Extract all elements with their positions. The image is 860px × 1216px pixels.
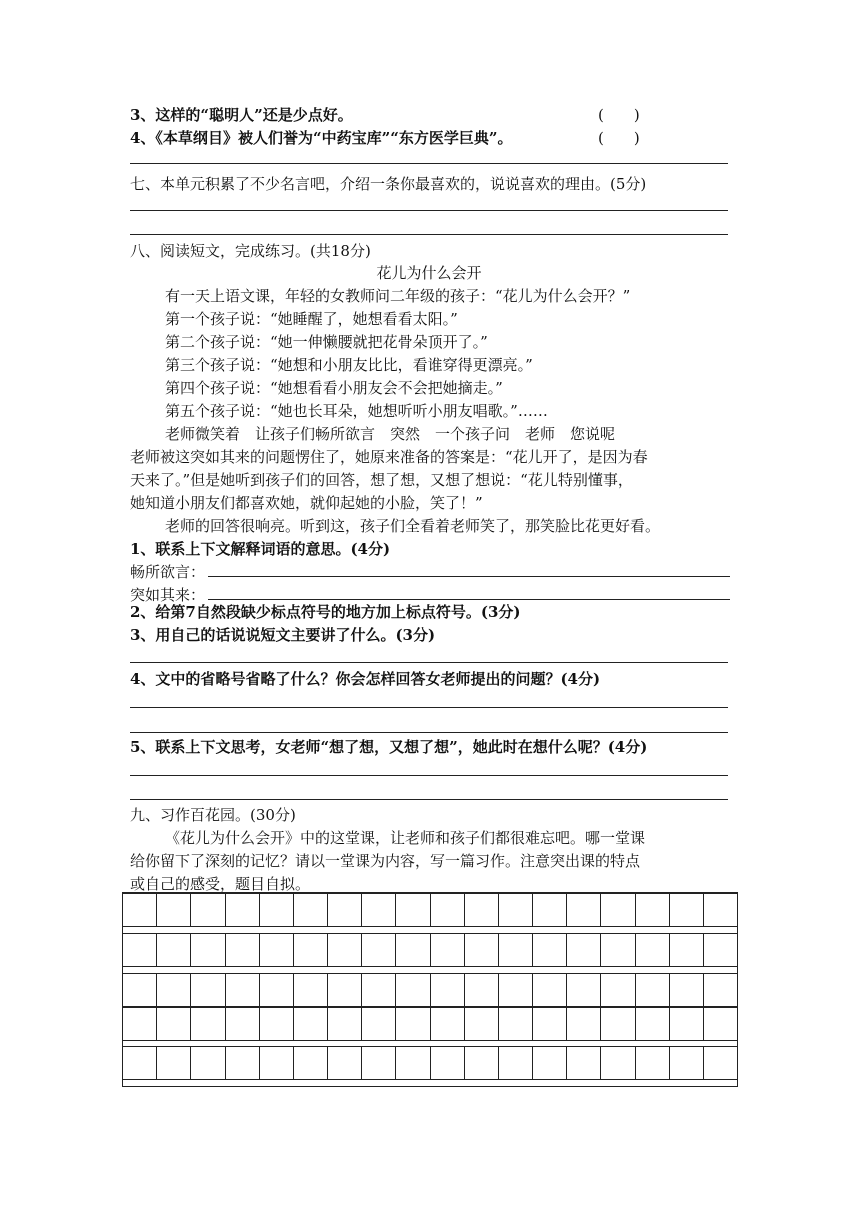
passage-paragraph-8-line: 她知道小朋友们都喜欢她，就仰起她的小脸，笑了！” xyxy=(130,494,483,512)
grid-cell[interactable] xyxy=(396,973,430,1007)
q6-item-4: 4、《本草纲目》被人们誉为“中药宝库”“东方医学巨典”。 xyxy=(130,129,513,147)
grid-cell[interactable] xyxy=(636,893,670,927)
grid-cell[interactable] xyxy=(191,1046,225,1080)
grid-cell[interactable] xyxy=(499,1007,533,1041)
q9-instructions: 或自己的感受，题目自拟。 xyxy=(130,875,311,893)
passage-title: 花儿为什么会开 xyxy=(376,264,482,282)
grid-cell[interactable] xyxy=(328,1046,362,1080)
word-label-2: 突如其来： xyxy=(130,586,206,604)
grid-cell[interactable] xyxy=(567,933,601,967)
sub-question-5: 5、联系上下文思考，女老师“想了想，又想了想”，她此时在想什么呢？(4分) xyxy=(130,738,648,756)
answer-line[interactable] xyxy=(130,234,728,235)
grid-cell[interactable] xyxy=(157,1046,191,1080)
grid-cell[interactable] xyxy=(260,1007,294,1041)
word-label-1: 畅所欲言： xyxy=(130,563,206,581)
answer-line[interactable] xyxy=(208,599,730,600)
grid-cell[interactable] xyxy=(396,1007,430,1041)
grid-cell[interactable] xyxy=(157,973,191,1007)
grid-cell[interactable] xyxy=(704,1007,737,1041)
grid-cell[interactable] xyxy=(533,1007,567,1041)
grid-cell[interactable] xyxy=(601,973,635,1007)
grid-cell[interactable] xyxy=(465,893,499,927)
grid-cell[interactable] xyxy=(123,893,157,927)
grid-cell[interactable] xyxy=(431,933,465,967)
grid-cell[interactable] xyxy=(294,933,328,967)
grid-cell[interactable] xyxy=(260,933,294,967)
grid-cell[interactable] xyxy=(704,1046,737,1080)
q9-instructions: 给你留下了深刻的记忆？请以一堂课为内容，写一篇习作。注意突出课的特点 xyxy=(130,852,641,870)
passage-paragraph: 有一天上语文课，年轻的女教师问二年级的孩子：“花儿为什么会开？” xyxy=(165,287,631,305)
grid-cell[interactable] xyxy=(567,973,601,1007)
grid-cell[interactable] xyxy=(499,1046,533,1080)
passage-paragraph: 第五个孩子说：“她也长耳朵，她想听听小朋友唱歌。”…… xyxy=(165,402,548,420)
q9-heading: 九、习作百花园。(30分) xyxy=(130,806,296,824)
grid-cell[interactable] xyxy=(567,893,601,927)
grid-cell[interactable] xyxy=(294,973,328,1007)
grid-cell[interactable] xyxy=(465,1007,499,1041)
grid-cell[interactable] xyxy=(396,1046,430,1080)
grid-cell[interactable] xyxy=(636,1046,670,1080)
q8-heading: 八、阅读短文，完成练习。(共18分) xyxy=(130,242,371,260)
grid-cell[interactable] xyxy=(226,893,260,927)
grid-cell[interactable] xyxy=(260,893,294,927)
grid-cell[interactable] xyxy=(670,1046,704,1080)
grid-cell[interactable] xyxy=(294,1046,328,1080)
passage-paragraph-8-line: 老师被这突如其来的问题愣住了，她原来准备的答案是：“花儿开了，是因为春 xyxy=(130,448,648,466)
grid-cell[interactable] xyxy=(465,1046,499,1080)
grid-cell[interactable] xyxy=(465,973,499,1007)
sub-question-4: 4、文中的省略号省略了什么？你会怎样回答女老师提出的问题？(4分) xyxy=(130,670,601,688)
answer-line[interactable] xyxy=(130,707,728,708)
writing-grid[interactable] xyxy=(122,892,738,1087)
q7-question: 七、本单元积累了不少名言吧，介绍一条你最喜欢的，说说喜欢的理由。(5分) xyxy=(130,175,647,193)
grid-cell[interactable] xyxy=(396,933,430,967)
grid-cell[interactable] xyxy=(499,973,533,1007)
grid-cell[interactable] xyxy=(601,893,635,927)
grid-cell[interactable] xyxy=(226,933,260,967)
grid-cell[interactable] xyxy=(636,933,670,967)
grid-cell[interactable] xyxy=(636,973,670,1007)
grid-cell[interactable] xyxy=(601,1007,635,1041)
grid-cell[interactable] xyxy=(294,1007,328,1041)
grid-cell[interactable] xyxy=(704,973,737,1007)
grid-cell[interactable] xyxy=(328,933,362,967)
grid-cell[interactable] xyxy=(191,893,225,927)
sub-question-1: 1、联系上下文解释词语的意思。(4分) xyxy=(130,540,391,558)
sub-question-3: 3、用自己的话说说短文主要讲了什么。(3分) xyxy=(130,626,436,644)
grid-cell[interactable] xyxy=(636,1007,670,1041)
answer-line[interactable] xyxy=(130,799,728,800)
answer-line[interactable] xyxy=(130,210,728,211)
grid-cell[interactable] xyxy=(157,933,191,967)
grid-cell[interactable] xyxy=(465,933,499,967)
answer-paren-3[interactable]: ( ) xyxy=(598,106,640,124)
divider-line xyxy=(130,163,728,164)
passage-paragraph: 第一个孩子说：“她睡醒了，她想看看太阳。” xyxy=(165,310,458,328)
grid-cell[interactable] xyxy=(362,1007,396,1041)
grid-cell[interactable] xyxy=(226,973,260,1007)
grid-cell[interactable] xyxy=(260,1046,294,1080)
grid-cell[interactable] xyxy=(294,893,328,927)
grid-cell[interactable] xyxy=(362,973,396,1007)
grid-cell[interactable] xyxy=(191,933,225,967)
grid-cell[interactable] xyxy=(670,1007,704,1041)
q6-item-3: 3、这样的“聪明人”还是少点好。 xyxy=(130,106,353,124)
grid-cell[interactable] xyxy=(533,1046,567,1080)
sub-question-2: 2、给第7自然段缺少标点符号的地方加上标点符号。(3分) xyxy=(130,603,521,621)
grid-row[interactable] xyxy=(123,893,737,927)
grid-cell[interactable] xyxy=(431,1007,465,1041)
grid-row[interactable] xyxy=(123,973,737,1007)
grid-cell[interactable] xyxy=(704,893,737,927)
grid-cell[interactable] xyxy=(328,893,362,927)
grid-cell[interactable] xyxy=(362,1046,396,1080)
grid-cell[interactable] xyxy=(670,973,704,1007)
grid-cell[interactable] xyxy=(670,933,704,967)
grid-cell[interactable] xyxy=(226,1046,260,1080)
grid-cell[interactable] xyxy=(431,973,465,1007)
grid-cell[interactable] xyxy=(601,1046,635,1080)
grid-cell[interactable] xyxy=(191,973,225,1007)
answer-paren-4[interactable]: ( ) xyxy=(598,129,640,147)
answer-line[interactable] xyxy=(130,775,728,776)
answer-line[interactable] xyxy=(208,576,730,577)
grid-cell[interactable] xyxy=(499,893,533,927)
grid-row[interactable] xyxy=(123,1046,737,1080)
grid-cell[interactable] xyxy=(670,893,704,927)
grid-cell[interactable] xyxy=(704,933,737,967)
grid-cell[interactable] xyxy=(157,1007,191,1041)
grid-cell[interactable] xyxy=(123,1046,157,1080)
grid-cell[interactable] xyxy=(362,893,396,927)
passage-paragraph-8-line: 天来了。”但是她听到孩子们的回答，想了想，又想了想说：“花儿特别懂事， xyxy=(130,471,633,489)
grid-cell[interactable] xyxy=(226,1007,260,1041)
grid-cell[interactable] xyxy=(123,1007,157,1041)
passage-paragraph: 第四个孩子说：“她想看看小朋友会不会把她摘走。” xyxy=(165,379,503,397)
answer-line[interactable] xyxy=(130,732,728,733)
grid-cell[interactable] xyxy=(328,973,362,1007)
passage-paragraph-7: 老师微笑着 让孩子们畅所欲言 突然 一个孩子问 老师 您说呢 xyxy=(165,425,616,443)
grid-cell[interactable] xyxy=(431,893,465,927)
grid-cell[interactable] xyxy=(123,933,157,967)
grid-cell[interactable] xyxy=(601,933,635,967)
grid-cell[interactable] xyxy=(567,1007,601,1041)
grid-cell[interactable] xyxy=(328,1007,362,1041)
grid-cell[interactable] xyxy=(362,933,396,967)
passage-paragraph: 第二个孩子说：“她一伸懒腰就把花骨朵顶开了。” xyxy=(165,333,488,351)
grid-cell[interactable] xyxy=(567,1046,601,1080)
grid-cell[interactable] xyxy=(191,1007,225,1041)
grid-cell[interactable] xyxy=(431,1046,465,1080)
grid-row[interactable] xyxy=(123,933,737,967)
grid-cell[interactable] xyxy=(123,973,157,1007)
q9-instructions: 《花儿为什么会开》中的这堂课，让老师和孩子们都很难忘吧。哪一堂课 xyxy=(165,829,646,847)
answer-line[interactable] xyxy=(130,662,728,663)
passage-paragraph: 第三个孩子说：“她想和小朋友比比，看谁穿得更漂亮。” xyxy=(165,356,533,374)
grid-cell[interactable] xyxy=(260,973,294,1007)
grid-cell[interactable] xyxy=(396,893,430,927)
passage-paragraph-9: 老师的回答很响亮。听到这，孩子们全看着老师笑了，那笑脸比花更好看。 xyxy=(165,517,661,535)
grid-row[interactable] xyxy=(123,1007,737,1041)
grid-cell[interactable] xyxy=(157,893,191,927)
grid-cell[interactable] xyxy=(533,893,567,927)
grid-cell[interactable] xyxy=(533,973,567,1007)
grid-cell[interactable] xyxy=(499,933,533,967)
grid-cell[interactable] xyxy=(533,933,567,967)
